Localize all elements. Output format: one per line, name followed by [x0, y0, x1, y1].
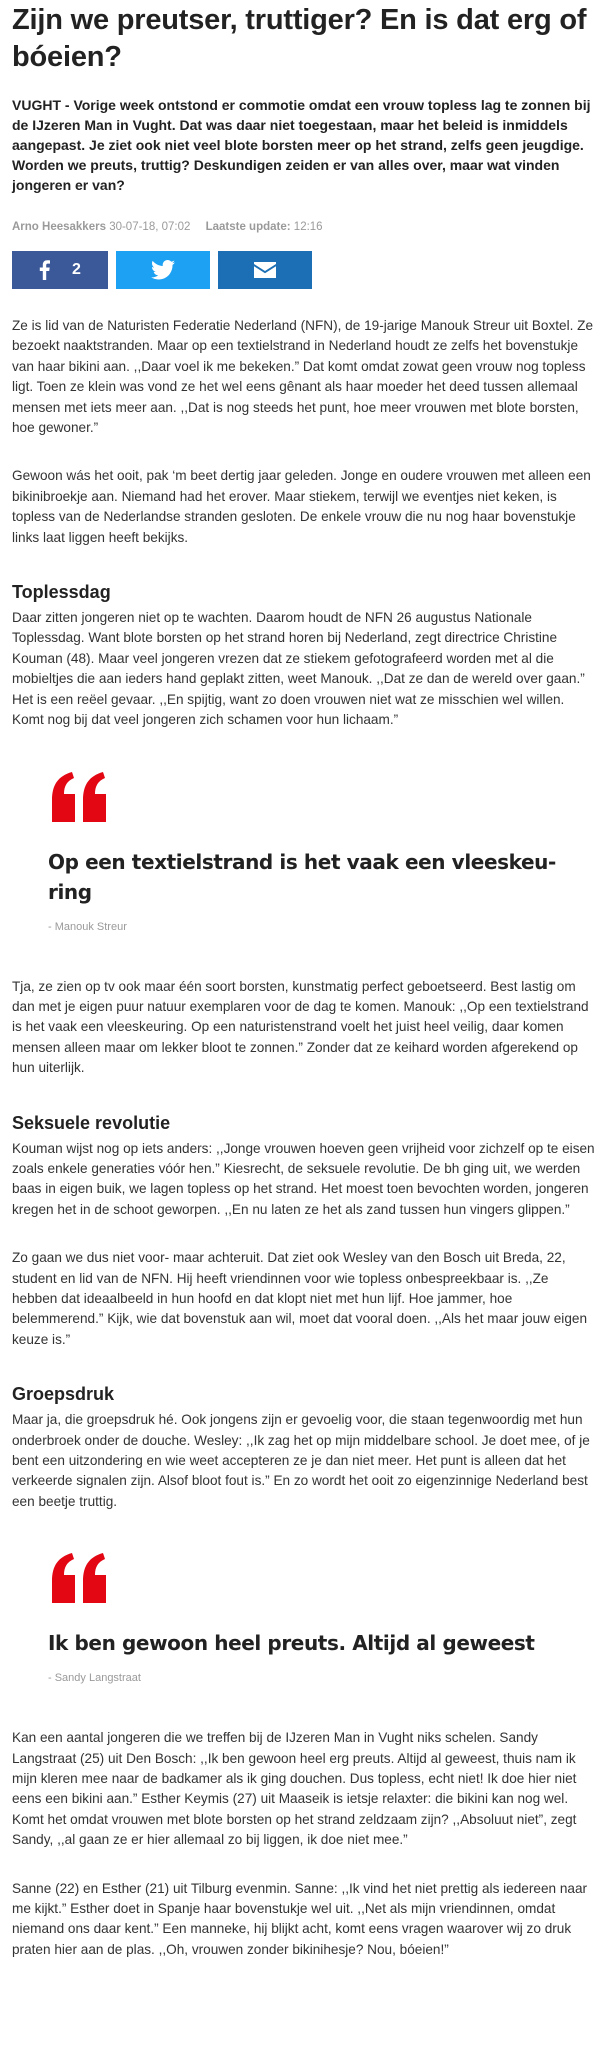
- mail-icon: [254, 262, 276, 278]
- section-heading: Toplessdag: [12, 582, 111, 603]
- facebook-icon: [39, 260, 50, 280]
- quote-mark-icon: [48, 1553, 110, 1603]
- quote-attribution: - Manouk Streur: [48, 920, 127, 933]
- paragraph: Kan een aantal jongeren die we treffen bij de IJzeren Man in Vught niks schelen. Sandy Langstraat (25) uit Den Bosch: ,,Ik ben gewoon heel erg preuts. Altijd al geweest, thuis nam ik mijn kleren mee naar de badkamer als ik ging douchen. Dus topless, echt niet! Ik doe hier niet eens een bikini aan.” Esther Keymis (27) uit Maaseik is ietsje relaxter: die bikini kan nog wel. Komt het omdat vrouwen met blote borsten op het strand zeldzaam zijn? ,,Absoluut niet”, zegt Sandy, ,,al gaan ze er hier allemaal zo bij liggen, ik doe niet mee.”: [12, 1730, 577, 1848]
- paragraph: Ze is lid van de Naturisten Federatie Nederland (NFN), de 19-jarige Manouk Streur uit Boxtel. Ze bezoekt naaktstranden. Maar op een textielstrand in Nederland houdt ze zelfs het bovenstukje van haar bikini aan. ,,Daar voel ik me bekeken.” Dat komt omdat zowat geen vrouw nog topless ligt. Toen ze klein was vond ze het wel eens gênant als haar moeder het deed tussen allemaal mensen met iets meer aan. ,,Dat is nog steeds het punt, hoe meer vrouwen met blote borsten, hoe gewoner.”: [12, 318, 594, 436]
- spacer: [12, 1684, 597, 1728]
- paragraph-gap: [12, 438, 597, 466]
- author-name[interactable]: Arno Heesakkers: [12, 221, 106, 233]
- facebook-share-count: 2: [72, 261, 81, 278]
- paragraph: Daar zitten jongeren niet op te wachten. Daarom houdt de NFN 26 augustus Nationale Toplessdag. Want blote borsten op het strand horen bij Nederland, zegt directrice Christine Kouman (48). Maar veel jongeren vrezen dat ze stiekem gefotografeerd worden met al die mobieltjes die aan ieders hand geplakt zitten, weet Manouk. ,,Dat ze dan de wereld over gaan.” Het is een reëel gevaar. ,,En spijtig, want zo doen vrouwen niet wat ze misschien wel willen. Komt nog bij dat veel jongeren zich schamen voor hun lichaam.”: [12, 610, 585, 728]
- update-time: 12:16: [293, 221, 323, 233]
- paragraph: Maar ja, die groepsdruk hé. Ook jongens zijn er gevoelig voor, die staan tegenwoordig met hun onderbroek onder de douche. Wesley: ,,Ik zag het op mijn middelbare school. Je doet mee, of je bent een uitzondering en wie weet accepteren ze je dan niet meer. Het punt is alleen dat het verkeerde signalen zijn. Alsof bloot fout is.” En zo wordt het ooit zo eigenzinnige Nederland best een beetje truttig.: [12, 1412, 590, 1509]
- twitter-share-button[interactable]: [116, 251, 210, 289]
- paragraph: Sanne (22) en Esther (21) uit Tilburg evenmin. Sanne: ,,Ik vind het niet prettig als iedereen naar me kijkt.” Esther doet in Spanje haar bovenstukje wel uit. ,,Net als mijn vriendinnen, omdat niemand ons daar kent.” Een manneke, hij blijkt acht, komt eens vragen waarover wij zo druk praten hier aan de plas. ,,Oh, vrouwen zonder bikinihesje? Nou, bóeien!”: [12, 1880, 588, 1957]
- pull-quote: [12, 731, 597, 933]
- publish-date: 30-07-18, 07:02: [109, 221, 191, 233]
- paragraph: Zo gaan we dus niet voor- maar achteruit. Dat ziet ook Wesley van den Bosch uit Breda, 22, student en lid van de NFN. Hij heeft vriendinnen voor wie topless onbespreekbaar is. ,,Ze hebben dat ideaalbeeld in hun hoofd en dat klopt niet met hun lijf. Hoe jammer, hoe belemmerend.” Kijk, wie dat bovenstuk aan wil, moet dat vooral doen. ,,Als het maar jouw eigen keuze is.”: [12, 1250, 588, 1347]
- quote-text: Op een textielstrand is het vaak een vleeskeuring: [48, 849, 557, 904]
- paragraph-gap: [12, 1220, 597, 1248]
- quote-text: Ik ben gewoon heel preuts. Altijd al geweest: [48, 1631, 535, 1656]
- section-heading: Seksuele revolutie: [12, 1112, 171, 1133]
- paragraph: Kouman wijst nog op iets anders: ,,Jonge vrouwen hoeven geen vrijheid voor zichzelf op te eisen zoals enkele generaties vóór hen.” Kiesrecht, de seksuele revolutie. De bh ging uit, we werden baas in eigen buik, we lagen topless op het strand. Het moest toen bevochten worden, jongeren kregen het in de schoot geworpen. ,,En nu laten ze het als zand tussen hun vingers glippen.”: [12, 1140, 595, 1217]
- pull-quote: [12, 1512, 597, 1684]
- section-heading: Groepsdruk: [12, 1384, 115, 1405]
- article-title: Zijn we preutser, truttiger? En is dat erg of bóeien?: [12, 4, 587, 73]
- spacer: [12, 933, 597, 977]
- update-label: Laatste update:: [205, 221, 291, 233]
- paragraph-gap: [12, 1851, 597, 1879]
- quote-mark-icon: [48, 772, 110, 822]
- article-meta: [12, 219, 597, 235]
- twitter-icon: [151, 260, 175, 280]
- facebook-share-button[interactable]: [12, 251, 108, 289]
- share-bar: [12, 251, 597, 289]
- quote-attribution: - Sandy Langstraat: [48, 1672, 141, 1685]
- mail-share-button[interactable]: [218, 251, 312, 289]
- paragraph: Gewoon wás het ooit, pak ‘m beet dertig jaar geleden. Jonge en oudere vrouwen met alleen een bikinibroekje aan. Niemand had het erover. Maar stiekem, terwijl we eventjes niet keken, is topless van de Nederlandse stranden gesloten. De enkele vrouw die nu nog haar bovenstukje links laat liggen heeft bekijks.: [12, 468, 591, 545]
- paragraph: Tja, ze zien op tv ook maar één soort borsten, kunstmatig perfect geboetseerd. Best lastig om dan met je eigen puur natuur exemplaren voor de dag te komen. Manouk: ,,Op een textielstrand is het vaak een vleeskeuring. Op een naturistenstrand voelt het juist heel veilig, daar komen mensen alleen maar om lekker bloot te zonnen.” Zonder dat ze keihard worden afgerekend op hun uiterlijk.: [12, 978, 589, 1076]
- article-lead: VUGHT - Vorige week ontstond er commotie omdat een vrouw topless lag te zonnen bij de IJzeren Man in Vught. Dat was daar niet toegestaan, maar het beleid is inmiddels aangepast. Je ziet ook niet veel blote borsten meer op het strand, zelfs geen jeugdige. Worden we preuts, truttig? Deskundigen zeiden er van alles over, maar wat vinden jongeren er van?: [12, 97, 591, 193]
- article-body: [12, 316, 597, 1960]
